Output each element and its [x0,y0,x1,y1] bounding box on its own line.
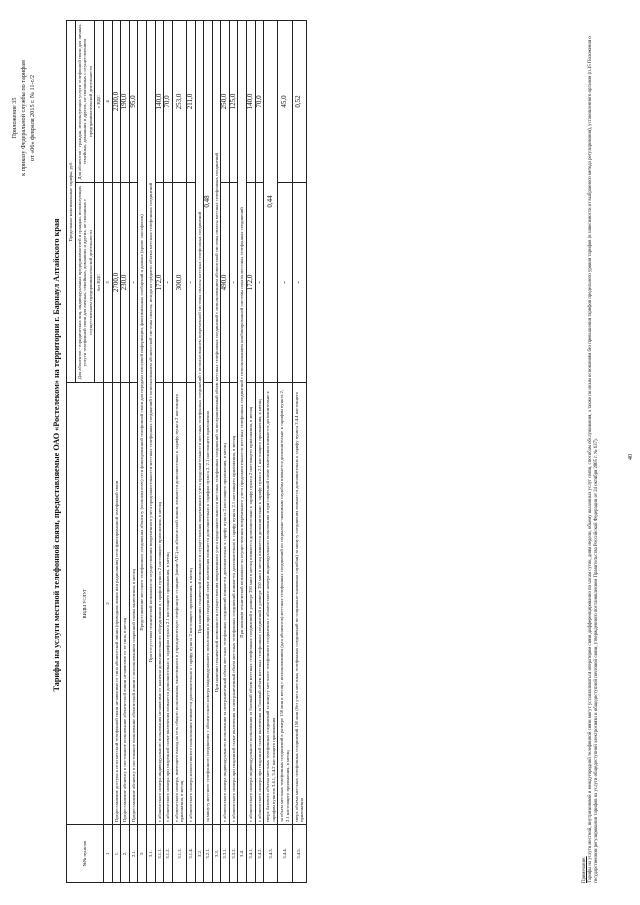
service-description: с абонентского номера, имеющего выход на сеть общего пользования, включенного в учрежденческую телефонную станцию (мини-АТС) по абонентской линии, взимается дополнительно к тарифу пункта 2 настоящего приложения, в месяц [172,383,186,825]
service-description: с абонентского номера при спаренной схеме включения за неограниченный объем местных телефонных соединений взимается дополнительно к тарифу пункта 2.1 настоящего приложения, в месяц [229,383,238,825]
tariff-legal-value: 230,0 [121,183,130,383]
tariff-legal-value: - [229,183,238,383]
header-services: ВИДЫ УСЛУГ [67,383,104,825]
row-number: 3.1.4. [186,825,195,883]
row-number: 2. [121,825,130,883]
column-number: 1 [103,825,112,883]
tariff-citizens-value: 70,0 [164,21,173,183]
row-number: 3.4.1. [247,825,256,883]
table-row [229,21,238,883]
row-number: 3.4. [238,825,247,883]
section-heading: При наличии технической возможности осуществления повременного учета продолжительности местных телефонных соединений с использованием повременной системы оплаты местных телефонных соединений [195,21,204,825]
table-row [278,21,292,883]
row-number: 3.1.1. [155,825,164,883]
row-number: 3.3.1. [221,825,230,883]
row-number: 3.4.3. [264,825,278,883]
tariff-citizens-value: 190,0 [121,21,130,183]
tariff-legal-value: - [129,183,138,383]
row-number: 1. [112,825,121,883]
row-number: 3.4.2. [255,825,264,883]
service-description: Предоставление абоненту в постоянное пользование абонентской линии независимо от ее типа, в месяц [121,383,130,825]
table-row [121,21,130,883]
row-number: 3.4.5. [292,825,306,883]
table-row [204,21,213,883]
table-row [112,21,121,883]
service-description: с абонентского номера индивидуального пользования за базовый объем местных телефонных соединений в размере 350 мин в месяц взимается дополнительно к тарифу пункта 2 настоящего приложения, в месяц [247,383,256,825]
tariff-citizens-value: 70,0 [255,21,264,183]
header-num: №№ пунктов [67,825,104,883]
tariff-citizens-value: 250,0 [221,21,230,183]
column-number: 3 [103,183,112,383]
tariff-legal-value: - [255,183,264,383]
notes-heading: Примечание: [582,856,587,883]
table-row [292,21,306,883]
section-heading: При наличии технической возможности осуществления повременного учета продолжительности местных телефонных соединений с использованием комбинированной системы оплаты местных телефонных соединений [238,21,247,825]
tariff-table-body [112,21,306,883]
header-citizens: Для абонентов - граждан, использующих услуги телефонной связи для личных, семейных, домашних и других, не связанных с осуществлением предпринимательской деятельности [75,21,95,183]
tariff-citizens-value: 95,0 [129,21,138,183]
tariff-citizens-value: 253,0 [172,21,186,183]
section-row [238,21,247,883]
tariff-table [66,20,307,883]
section-row [138,21,147,883]
tariff-legal-value: - [292,183,306,383]
service-description: за минуту местного телефонного соединения с абонентского номера индивидуального пользования и при спаренной схеме включения взимается дополнительно к тарифам пункта 2, 2.1 настоящего приложения [204,383,213,825]
section-heading: При отсутствии технической возможности осуществления повременного учета продолжительности местных телефонных соединений с использованием абонентской системы оплаты, исходя из среднего объема местных телефонных соединений [146,21,155,825]
tariff-value: 0,48 [204,21,213,383]
tariff-value: 0,44 [264,21,278,383]
header-no-vat: без НДС [95,183,104,383]
tariff-citizens-value: 45,0 [278,21,292,183]
column-number-row [103,21,112,883]
service-description: за объем местных телефонных соединений в размере 150 мин в месяц с использованием (для абонентов) местных телефонных соединений по социально-значимым службам взимается дополнительно к тарифам пункта 2, 2.1 настоящего приложения, в месяц [278,383,292,825]
section-row [146,21,155,883]
header-legal: Для абонентов - юридических лиц, индивидуальных предпринимателей и граждан, использующих услуги телефонной связи для личных, семейных, домашних и других, не связанных с осуществлением предпринимательской деятельности [75,183,95,383]
notes-block [582,21,600,883]
notes-text: Тарифы на услуги местной, внутризоновой и междугородной телефонной связи могут устанавливаться оператором связи дифференцированно по часам суток, дням недели, объему оказанных услуг связи, способам обслуживания, а также по иным основаниям без превышения тарифов предельного уровня тарифов (в зависимости от выбранного метода регулирования), установленного органом (п.15 Положения о государственном регулировании тарифов на услуги общедоступной электросвязи и общедоступной почтовой связи, утвержденного постановлением Правительства Российской Федерации от 24 октября 2005 г. № 637). [588,36,599,883]
table-row [164,21,173,883]
service-description: с абонентского номера при спаренной схеме включения взимается дополнительно к тарифам пункта 2.1 настоящего приложения, в месяц [164,383,173,825]
table-row [155,21,164,883]
row-number: 3.3.2. [229,825,238,883]
tariff-legal-value: 172,0 [247,183,256,383]
table-row [255,21,264,883]
header-tariffs: Предельные максимальные тарифы, руб. [67,21,76,383]
section-heading: При наличии технической возможности осуществления повременного учета продолжительности местных телефонных соединений за неограниченный объем местных телефонных соединений с использованием абонентской системы оплаты местных телефонных соединений [212,21,221,825]
section-row [212,21,221,883]
row-number: 3.1.3. [172,825,186,883]
tariff-legal-value: - [278,183,292,383]
service-description: с абонентского номера индивидуального пользования независимо от наличия дополнительного оборудования и тарифов пункта 2 настоящего приложения, в месяц [155,383,164,825]
table-row [186,21,195,883]
tariff-citizens-value: 0,52 [292,21,306,183]
tariff-legal-value: 172,0 [155,183,164,383]
header-row [67,21,76,883]
tariff-citizens-value: 125,0 [229,21,238,183]
row-number: 2.1. [129,825,138,883]
row-number: 3.2.1. [204,825,213,883]
service-description: Предоставление абоненту в постоянное пользование абонентской линии с использованием спаренной схемы включения, в месяц [129,383,138,825]
service-description: Предоставление доступа к сети местной телефонной связи независимо от типа абонентской линии (проводная линия или радиолиния) сети фиксированной телефонной связи [112,383,121,825]
appendix-header [10,18,37,218]
page-number: 40 [628,454,634,460]
document-title: Тарифы на услуги местной телефонной связи, предоставляемые ОАО «Ростелеком» на территории г. Барнаул Алтайского края [52,218,61,692]
tariff-citizens-value: 140,0 [155,21,164,183]
table-row [264,21,278,883]
section-row [195,21,204,883]
table-row [221,21,230,883]
tariff-legal-value: - [186,183,195,383]
row-number: 3.4.4. [278,825,292,883]
tariff-citizens-value: 140,0 [247,21,256,183]
appendix-line: от «06» февраля 2015 г. № 11-с/2 [29,74,36,162]
tariff-citizens-value: 211,0 [186,21,195,183]
row-number: 3.3. [212,825,221,883]
tariff-legal-value: - [164,183,173,383]
row-number: 3. [138,825,147,883]
service-description: сверх объема местных телефонных соединений 150 мин (без учета местных телефонных соединений по социально-значимым службам) за минуту соединения взимается дополнительно к тарифу пункта 3.4.4 настоящего приложения [292,383,306,825]
tariff-legal-value: 490,0 [221,183,230,383]
tariff-legal-value: 300,0 [172,183,186,383]
tariff-legal-value: 2700,0 [112,183,121,383]
row-number: 3.1. [146,825,155,883]
section-heading: Предоставление местного телефонного соединения абоненту (пользователю) сети фиксированной телефонной связи для передачи голосовой информации, факсимильных сообщений и данных (кроме таксофонов) [138,21,147,825]
table-row [129,21,138,883]
service-description: с абонентского номера при спаренной схеме включения за базовый объем местных телефонных соединений в размере 350 мин в месяц взимается дополнительно к тарифу пункта 2.1 настоящего приложения, в месяц [255,383,264,825]
service-description: с абонентского номера индивидуального пользования за неограниченный объем местных телефонных соединений взимается дополнительно к тарифу пункта 2 настоящего приложения, в месяц [221,383,230,825]
column-number: 2 [103,383,112,825]
table-row [247,21,256,883]
column-number: 4 [103,21,112,183]
table-row [172,21,186,883]
service-description: сверх базового объема местных телефонных соединений за минуту местного телефонного соединения с абонентского номера индивидуального пользования и при спаренной схеме включения взимается дополнительно к тарифам пунктов 3.4.1, 3.4.2 настоящего приложения [264,383,278,825]
appendix-line: к приказу Федеральной службы по тарифам [20,60,27,176]
tariff-citizens-value: 2200,0 [112,21,121,183]
row-number: 3.1.2. [164,825,173,883]
header-with-vat: с НДС [95,21,104,183]
row-number: 3.2. [195,825,204,883]
service-description: с абонентского номера коллективного пользования взимается дополнительно к тарифу пункта 2 настоящего приложения, в месяц [186,383,195,825]
appendix-line: Приложение 35 [11,97,18,139]
